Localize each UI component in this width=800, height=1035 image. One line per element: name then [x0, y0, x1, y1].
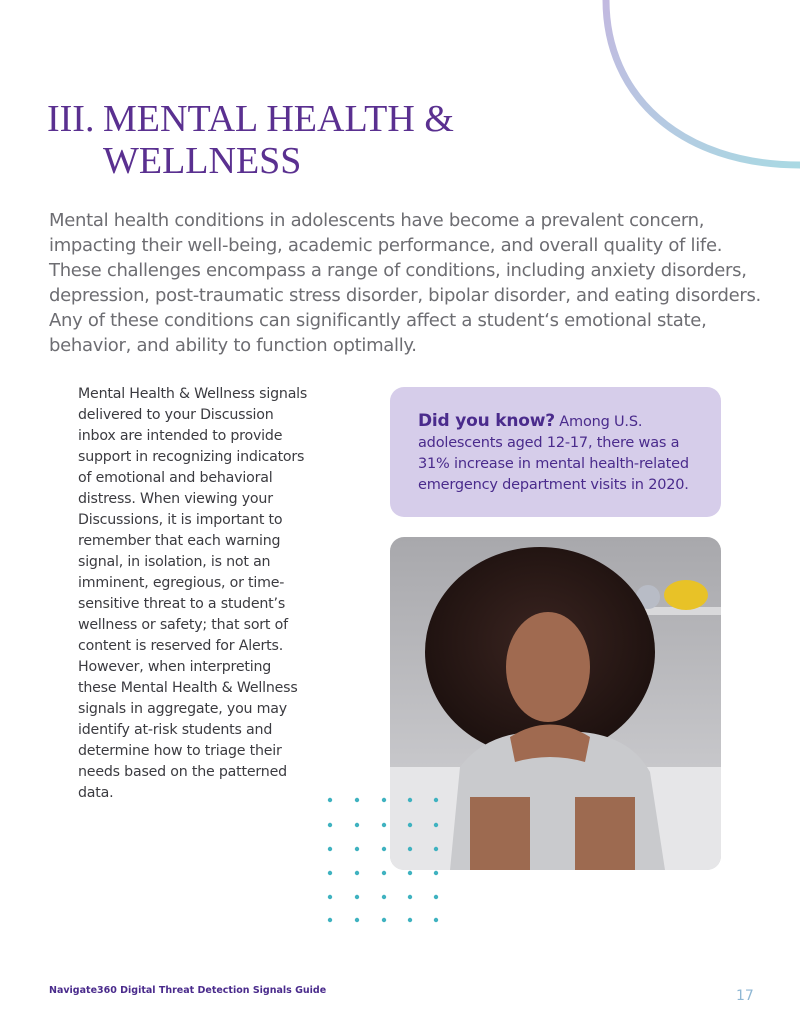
decorative-arc: [590, 0, 800, 175]
section-number: III.: [47, 98, 95, 140]
did-you-know-callout: [390, 387, 721, 517]
callout-text: Among U.S. adolescents aged 12-17, there was a 31% increase in mental health-related emergency department visits in 2020.: [418, 414, 689, 493]
footer-guide-title: Navigate360 Digital Threat Detection Signals Guide: [49, 985, 327, 996]
intro-paragraph: Mental health conditions in adolescents have become a prevalent concern, impacting their well-being, academic performance, and overall quality of life. These challenges encompass a range of conditions, including anxiety disorders, depression, post-traumatic stress disorder, bipolar disorder, and eating disorders. Any of these conditions can significantly affect a student‘s emotional state, behavior, and ability to function optimally.: [49, 210, 761, 356]
page-number: 17: [736, 988, 754, 1004]
section-title-line2: WELLNESS: [103, 140, 302, 182]
callout-lead: Did you know?: [418, 411, 555, 431]
decorative-dot-grid: [326, 796, 442, 924]
section-title-line1: MENTAL HEALTH &: [103, 98, 454, 140]
body-paragraph: Mental Health & Wellness signals delivered to your Discussion inbox are intended to provide support in recognizing indicators of emotional and behavioral distress. When viewing your Discussions, it is important to remember that each warning signal, in isolation, is not an imminent, egregious, or time-sensitive threat to a student’s wellness or safety; that sort of content is reserved for Alerts. However, when interpreting these Mental Health & Wellness signals in aggregate, you may identify at-risk students and determine how to triage their needs based on the patterned data.: [78, 386, 308, 801]
